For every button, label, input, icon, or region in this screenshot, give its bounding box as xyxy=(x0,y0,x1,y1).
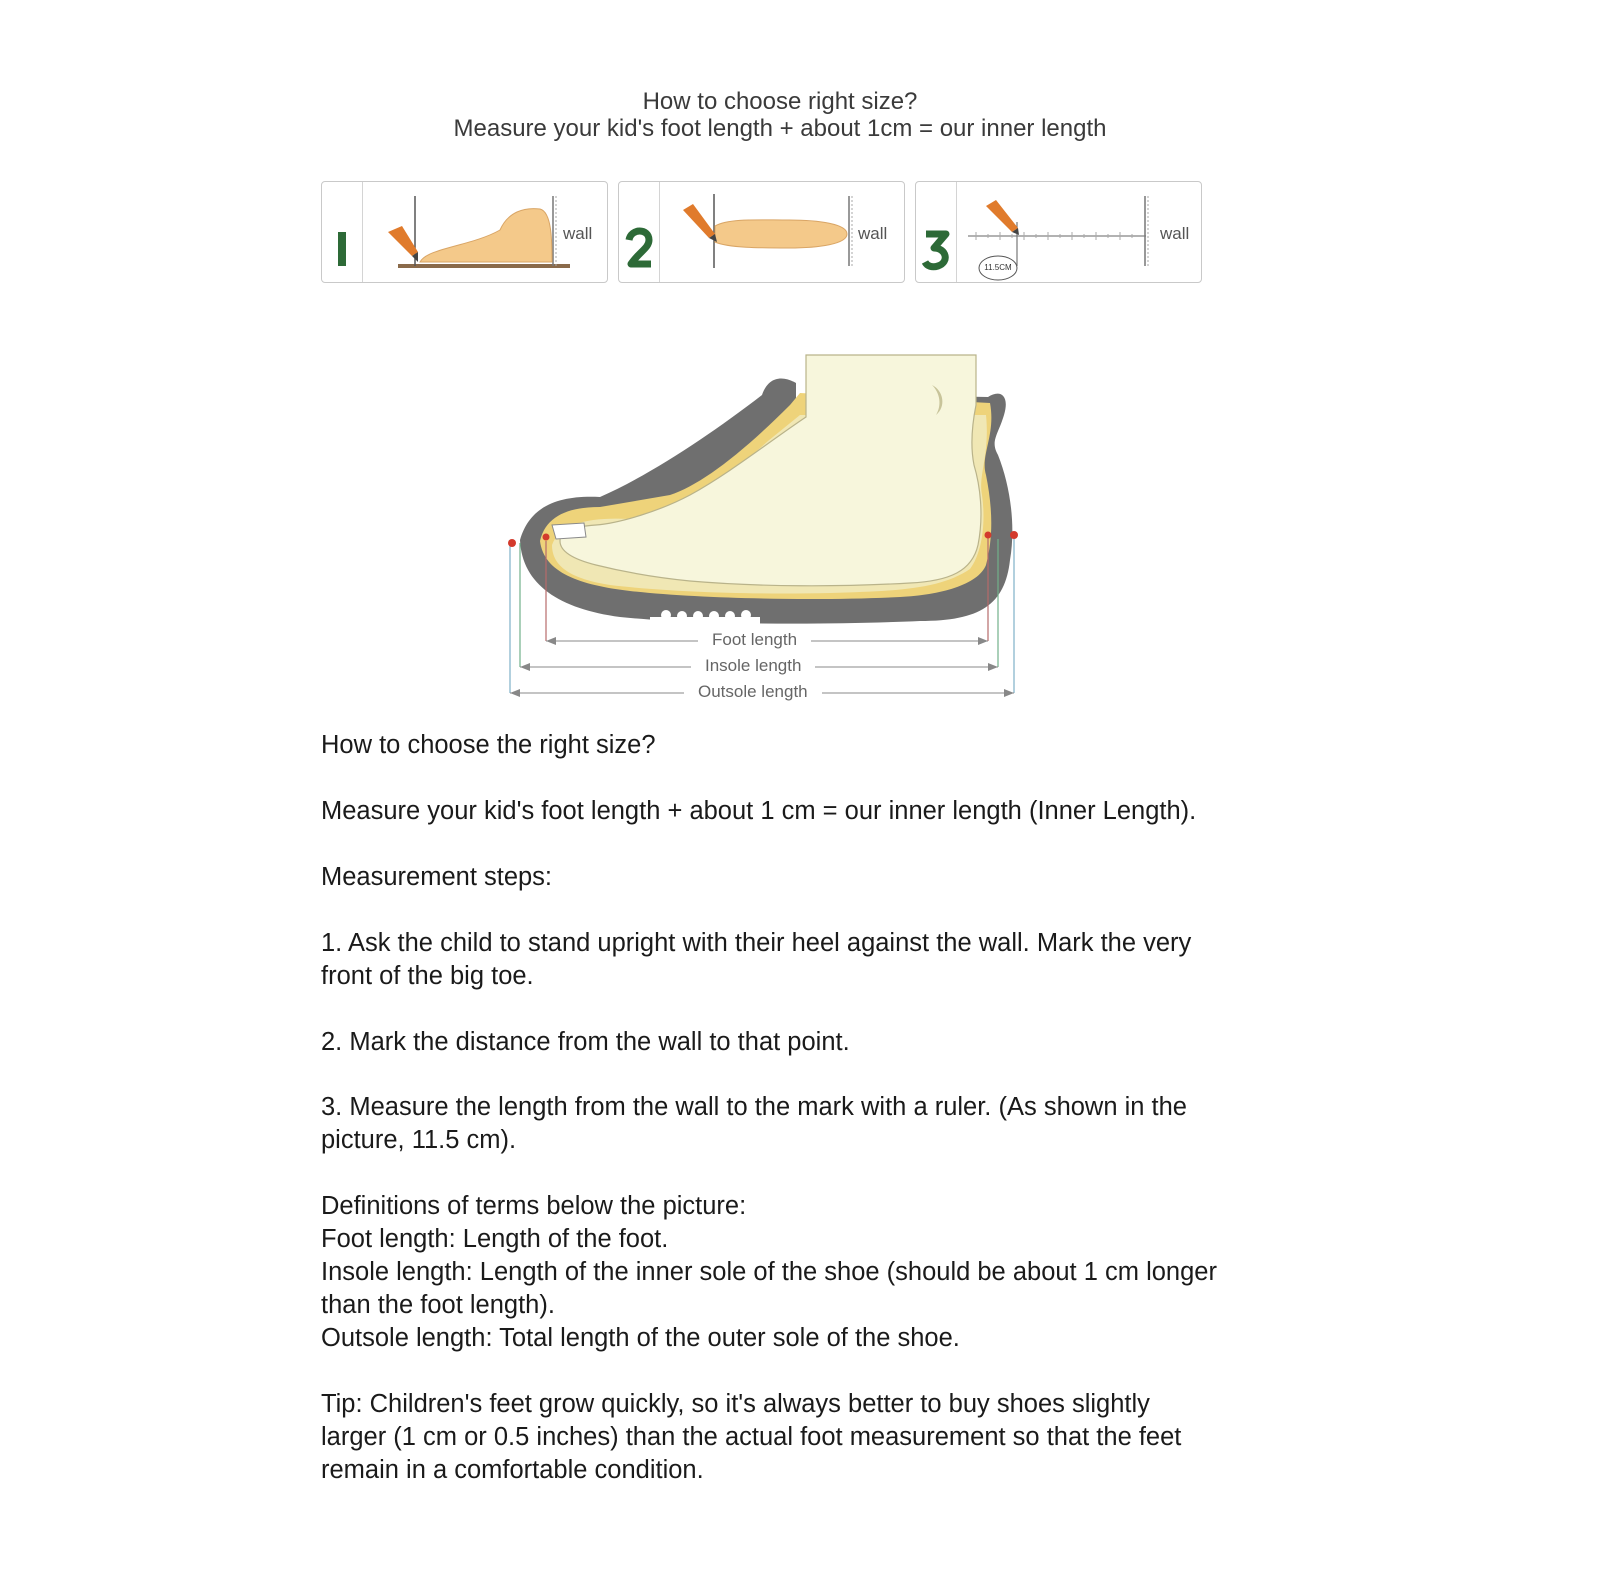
page-subtitle: Measure your kid's foot length + about 1cm = our inner length xyxy=(453,115,1107,142)
ruler-badge: 11.5CM xyxy=(984,263,1012,272)
tip-paragraph: Tip: Children's feet grow quickly, so it's always better to buy shoes slightly larger (1 cm or 0.5 inches) than the actual foot measurement so that the feet remain in a comfortable condition. xyxy=(321,1390,1182,1484)
definition-foot-length: Foot length: Length of the foot. xyxy=(321,1225,669,1253)
wall-label: wall xyxy=(563,224,593,243)
step-1-text: 1. Ask the child to stand upright with their heel against the wall. Mark the very front of the big toe. xyxy=(321,929,1192,990)
outsole-length-label: Outsole length xyxy=(684,682,822,702)
foot-length-label: Foot length xyxy=(698,630,811,650)
step-panel-3 xyxy=(915,181,1202,283)
body-heading: How to choose the right size? xyxy=(321,731,656,759)
step-2-text: 2. Mark the distance from the wall to that point. xyxy=(321,1028,850,1056)
intro-paragraph: Measure your kid's foot length + about 1 cm = our inner length (Inner Length). xyxy=(321,797,1197,825)
step-panel-1 xyxy=(321,181,608,283)
insole-length-label: Insole length xyxy=(691,656,815,676)
wall-label: wall xyxy=(858,224,888,243)
shoe-cross-section-diagram xyxy=(500,345,1040,715)
measurement-steps-strip xyxy=(321,181,1206,285)
wall-label: wall xyxy=(1160,224,1190,243)
steps-heading: Measurement steps: xyxy=(321,863,553,891)
page-title: How to choose right size? xyxy=(642,88,918,115)
definition-outsole-length: Outsole length: Total length of the outer sole of the shoe. xyxy=(321,1324,960,1352)
definitions-heading: Definitions of terms below the picture: xyxy=(321,1192,747,1220)
step-3-text: 3. Measure the length from the wall to the mark with a ruler. (As shown in the picture, 11.5 cm). xyxy=(321,1093,1187,1154)
step-panel-2 xyxy=(618,181,905,283)
definition-insole-length: Insole length: Length of the inner sole of the shoe (should be about 1 cm longer than the foot length). xyxy=(321,1258,1217,1319)
